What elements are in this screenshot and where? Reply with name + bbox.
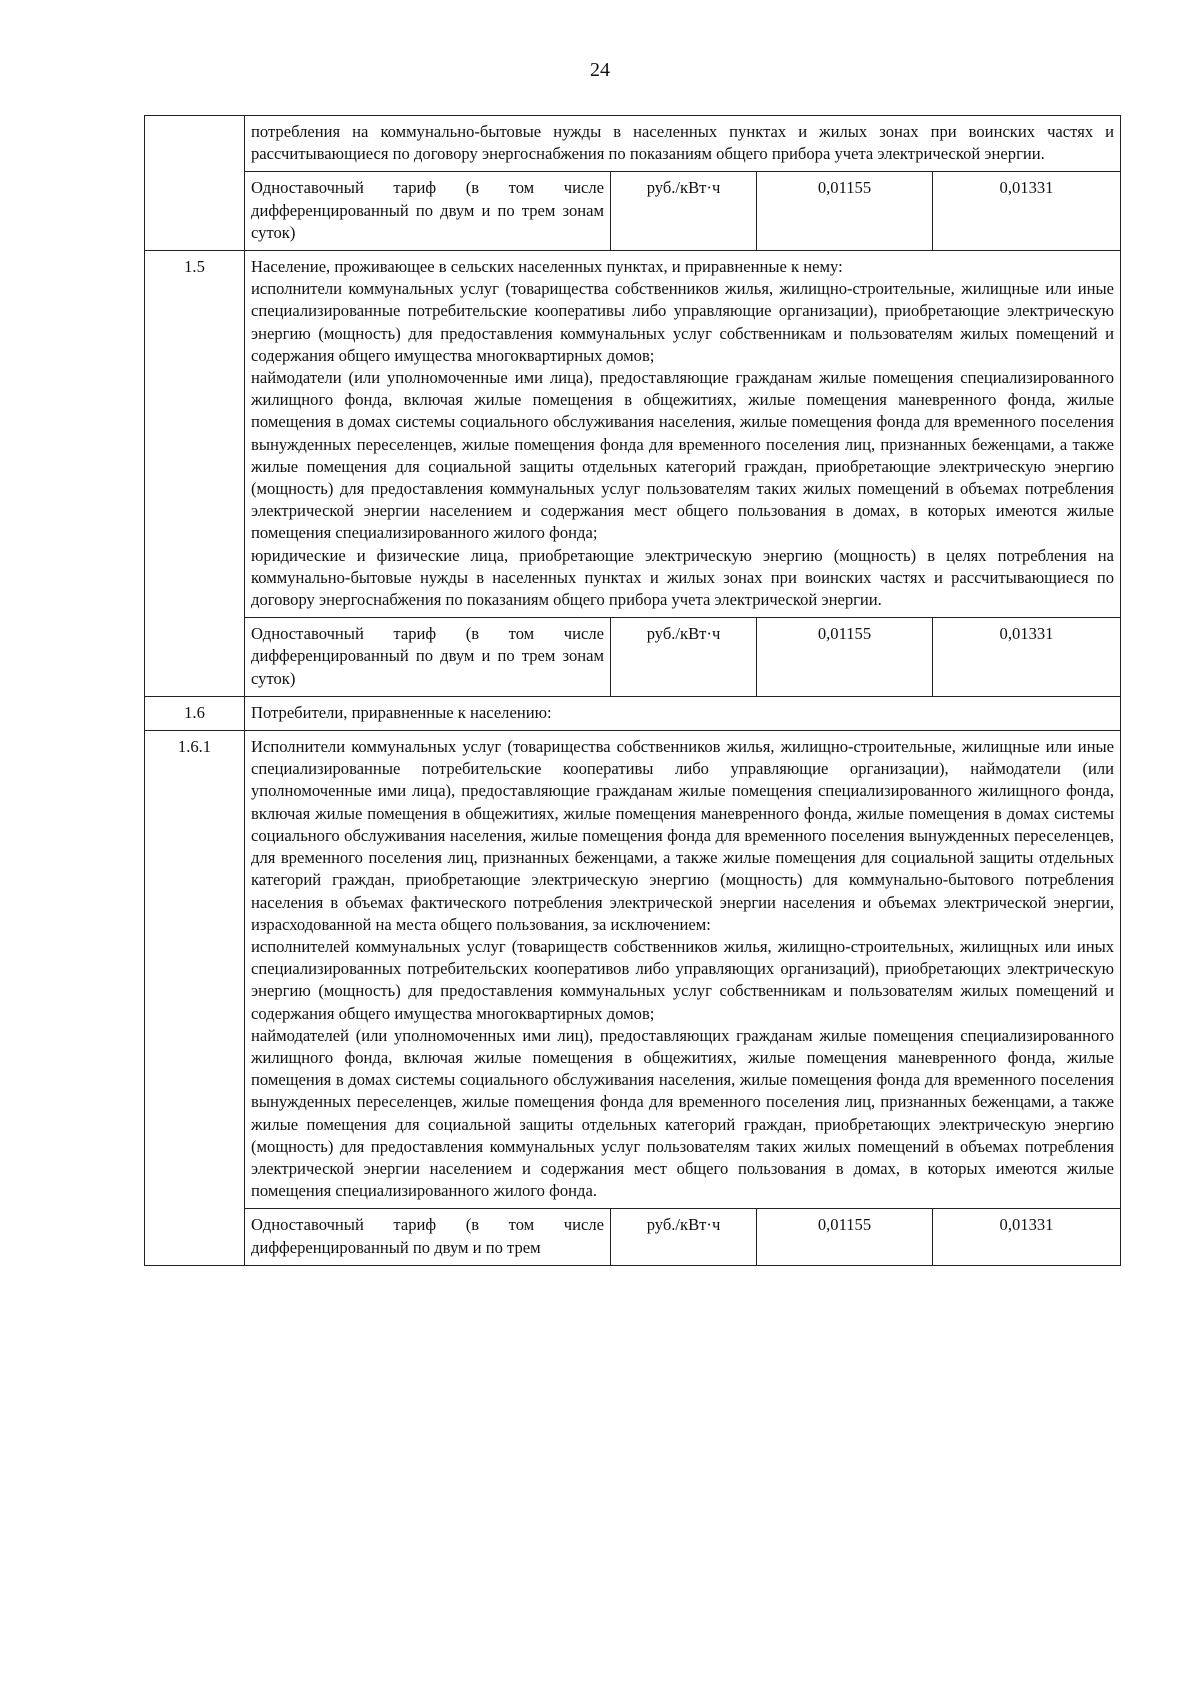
description-paragraph: наймодатели (или уполномоченные ими лица), предоставляющие гражданам жилые помещения специализированного жилищного фонда, включая жилые помещения в общежитиях, жилые помещения маневренного фонда, жилые помещения в домах системы социального обслуживания населения, жилые помещения фонда для временного поселения вынужденных переселенцев, жилые помещения фонда для временного поселения лиц, признанных беженцами, а также жилые помещения для социальной защиты отдельных категорий граждан, приобретающие электрическую энергию (мощность) для предоставления коммунальных услуг пользователям таких жилых помещений в объемах потребления электрической энергии населением и содержания мест общего пользования в домах, в которых имеются жилые помещения специализированного жилого фонда;: [251, 368, 1115, 543]
description-paragraph: Потребители, приравненные к населению:: [251, 702, 552, 722]
table-row: [145, 731, 1121, 1209]
table-row: [145, 251, 1121, 618]
row-number-cell: 1.6.1: [145, 731, 245, 1266]
page-number: 24: [590, 59, 610, 81]
tariff-unit: руб./кВт·ч: [611, 172, 757, 251]
description-paragraph: Население, проживающее в сельских населенных пунктах, и приравненные к нему:: [251, 257, 843, 277]
section-description: [245, 116, 1121, 172]
section-description: [245, 731, 1121, 1209]
table-row: [145, 696, 1121, 730]
tariff-row: [145, 1209, 1121, 1265]
tariff-label: Одноставочный тариф (в том числе дифференцированный по двум и по трем зонам суток): [245, 618, 611, 697]
tariff-value-2: 0,01331: [933, 618, 1121, 697]
row-number-cell: [145, 116, 245, 251]
section-description: [245, 696, 1121, 730]
row-number-cell: 1.6: [145, 696, 245, 730]
description-paragraph: юридические и физические лица, приобретающие электрическую энергию (мощность) в целях потребления на коммунально-бытовые нужды в населенных пунктах и жилых зонах при воинских частях и рассчитывающиеся по договору энергоснабжения по показаниям общего прибора учета электрической энергии.: [251, 545, 1115, 610]
tariff-value-2: 0,01331: [933, 172, 1121, 251]
description-paragraph: потребления на коммунально-бытовые нужды в населенных пунктах и жилых зонах при воинских частях и рассчитывающиеся по договору энергоснабжения по показаниям общего прибора учета электрической энергии.: [251, 122, 1115, 164]
description-paragraph: наймодателей (или уполномоченных ими лиц), предоставляющих гражданам жилые помещения специализированного жилищного фонда, включая жилые помещения в общежитиях, жилые помещения маневренного фонда, жилые помещения в домах системы социального обслуживания населения, жилые помещения фонда для временного поселения вынужденных переселенцев, жилые помещения фонда для временного поселения лиц, признанных беженцами, а также жилые помещения для социальной защиты отдельных категорий граждан, приобретающих электрическую энергию (мощность) для предоставления коммунальных услуг пользователям таких жилых помещений в объемах потребления электрической энергии населением и содержания мест общего пользования в домах, в которых имеются жилые помещения специализированного жилого фонда.: [251, 1025, 1115, 1201]
tariff-label: Одноставочный тариф (в том числе дифференцированный по двум и по трем: [245, 1209, 611, 1265]
description-paragraph: Исполнители коммунальных услуг (товарищества собственников жилья, жилищно-строительные, жилищные или иные специализированные потребительские кооперативы либо управляющие организации), наймодатели (или уполномоченные ими лица), предоставляющие гражданам жилые помещения специализированного жилищного фонда, включая жилые помещения в общежитиях, жилые помещения маневренного фонда, жилые помещения в домах системы социального обслуживания населения, жилые помещения фонда для временного поселения вынужденных переселенцев, для временного поселения лиц, признанных беженцами, а также жилые помещения для социальной защиты отдельных категорий граждан, приобретающие электрическую энергию (мощность) для коммунально-бытового потребления населения в объемах фактического потребления электрической энергии населения и объемах электрической энергии, израсходованной на места общего пользования, за исключением:: [251, 737, 1115, 934]
tariff-unit: руб./кВт·ч: [611, 1209, 757, 1265]
tariff-unit: руб./кВт·ч: [611, 618, 757, 697]
tariff-row: [145, 618, 1121, 697]
tariff-value-1: 0,01155: [757, 1209, 933, 1265]
tariff-label: Одноставочный тариф (в том числе дифференцированный по двум и по трем зонам суток): [245, 172, 611, 251]
tariff-value-1: 0,01155: [757, 618, 933, 697]
description-paragraph: исполнителей коммунальных услуг (товариществ собственников жилья, жилищно-строительных, жилищных или иных специализированных потребительских кооперативов либо управляющих организаций), приобретающих электрическую энергию (мощность) для предоставления коммунальных услуг собственникам и пользователям жилых помещений и содержания общего имущества многоквартирных домов;: [251, 936, 1115, 1023]
tariff-value-1: 0,01155: [757, 172, 933, 251]
section-description: [245, 251, 1121, 618]
row-number-cell: 1.5: [145, 251, 245, 697]
tariff-row: [145, 172, 1121, 251]
tariff-value-2: 0,01331: [933, 1209, 1121, 1265]
table-row: [145, 116, 1121, 172]
description-paragraph: исполнители коммунальных услуг (товарищества собственников жилья, жилищно-строительные, жилищные или иные специализированные потребительские кооперативы либо управляющие организации), приобретающие электрическую энергию (мощность) для предоставления коммунальных услуг собственникам и пользователям жилых помещений и содержания общего имущества многоквартирных домов;: [251, 279, 1115, 365]
tariff-table: [144, 115, 1121, 1266]
